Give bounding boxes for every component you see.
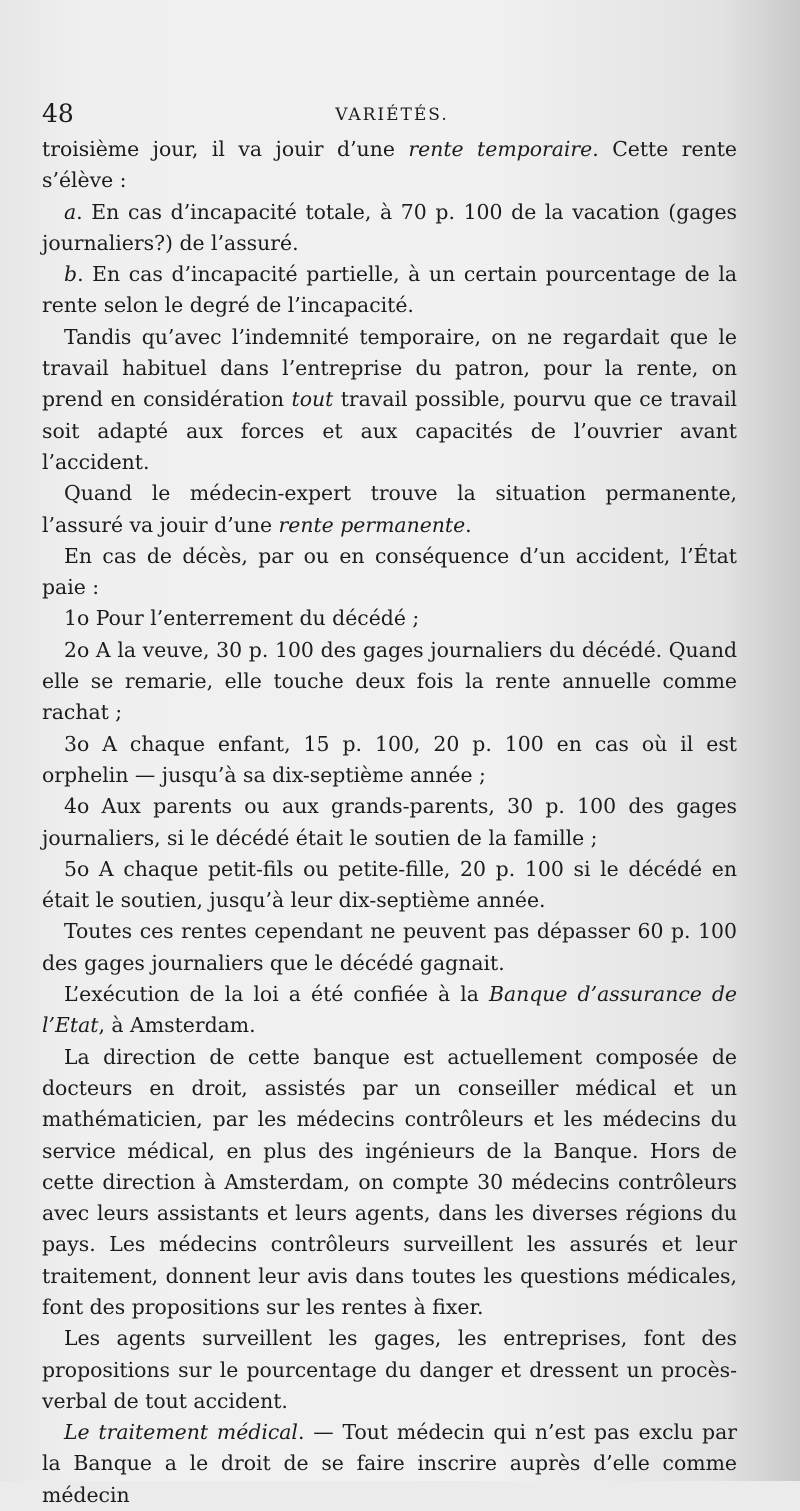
paragraph: La direction de cette banque est actuellement composée de docteurs en droit, assistés par un conseiller médical et un mathématicien, par les médecins contrôleurs et les médecins du service médical, en plus des ingénieurs de la Banque. Hors de cette direction à Amsterdam, on compte 30 médecins contrôleurs avec leurs assistants et leurs agents, dans les diverses régions du pays. Les médecins contrôleurs surveillent les assurés et leur traitement, donnent leur avis dans toutes les questions médicales, font des propositions sur les rentes à fixer.	[42, 1044, 737, 1319]
list-item: 5o A chaque petit-fils ou petite-fille, 20 p. 100 si le décédé en était le soutien, jusqu’à leur dix-septième année.	[42, 856, 737, 913]
list-item: 3o A chaque enfant, 15 p. 100, 20 p. 100 en cas où il est orphelin — jusqu’à sa dix-septième année ;	[42, 731, 737, 787]
list-item: 4o Aux parents ou aux grands-parents, 30 p. 100 des gages journaliers, si le décédé était le soutien de la famille ;	[42, 794, 737, 850]
body-text	[42, 134, 737, 1511]
paragraph: a. En cas d’incapacité totale, à 70 p. 100 de la vacation (gages journaliers?) de l’assuré.	[42, 199, 737, 255]
page-header	[42, 95, 742, 131]
running-title: VARIÉTÉS.	[335, 105, 449, 125]
page-number: 48	[42, 99, 74, 128]
paragraph: b. En cas d’incapacité partielle, à un certain pourcentage de la rente selon le degré de l’incapacité.	[42, 262, 737, 318]
paragraph: troisième jour, il va jouir d’une rente temporaire. Cette rente s’élève :	[42, 137, 738, 193]
paragraph: Tandis qu’avec l’indemnité temporaire, on ne regardait que le travail habituel dans l’entreprise du patron, pour la rente, on prend en considération tout travail possible, pourvu que ce travail soit adapté aux forces et aux capacités de l’ouvrier avant l’accident.	[42, 324, 737, 474]
paragraph: L’exécution de la loi a été confiée à la Banque d’assurance de l’Etat, à Amsterdam.	[42, 982, 738, 1038]
list-item: 1o Pour l’enterrement du décédé ;	[64, 606, 420, 631]
paragraph: Quand le médecin-expert trouve la situation permanente, l’assuré va jouir d’une rente permanente.	[42, 481, 737, 537]
paragraph: En cas de décès, par ou en conséquence d’un accident, l’État paie :	[42, 543, 737, 600]
list-item: 2o A la veuve, 30 p. 100 des gages journaliers du décédé. Quand elle se remarie, elle touche deux fois la rente annuelle comme rachat ;	[42, 637, 737, 725]
paragraph: Les agents surveillent les gages, les entreprises, font des propositions sur le pourcentage du danger et dressent un procès-verbal de tout accident.	[42, 1326, 737, 1413]
paragraph: Toutes ces rentes cependant ne peuvent pas dépasser 60 p. 100 des gages journaliers que le décédé gagnait.	[42, 919, 737, 975]
paragraph: Le traitement médical. — Tout médecin qui n’est pas exclu par la Banque a le droit de se faire inscrire auprès d’elle comme médecin	[42, 1420, 737, 1507]
